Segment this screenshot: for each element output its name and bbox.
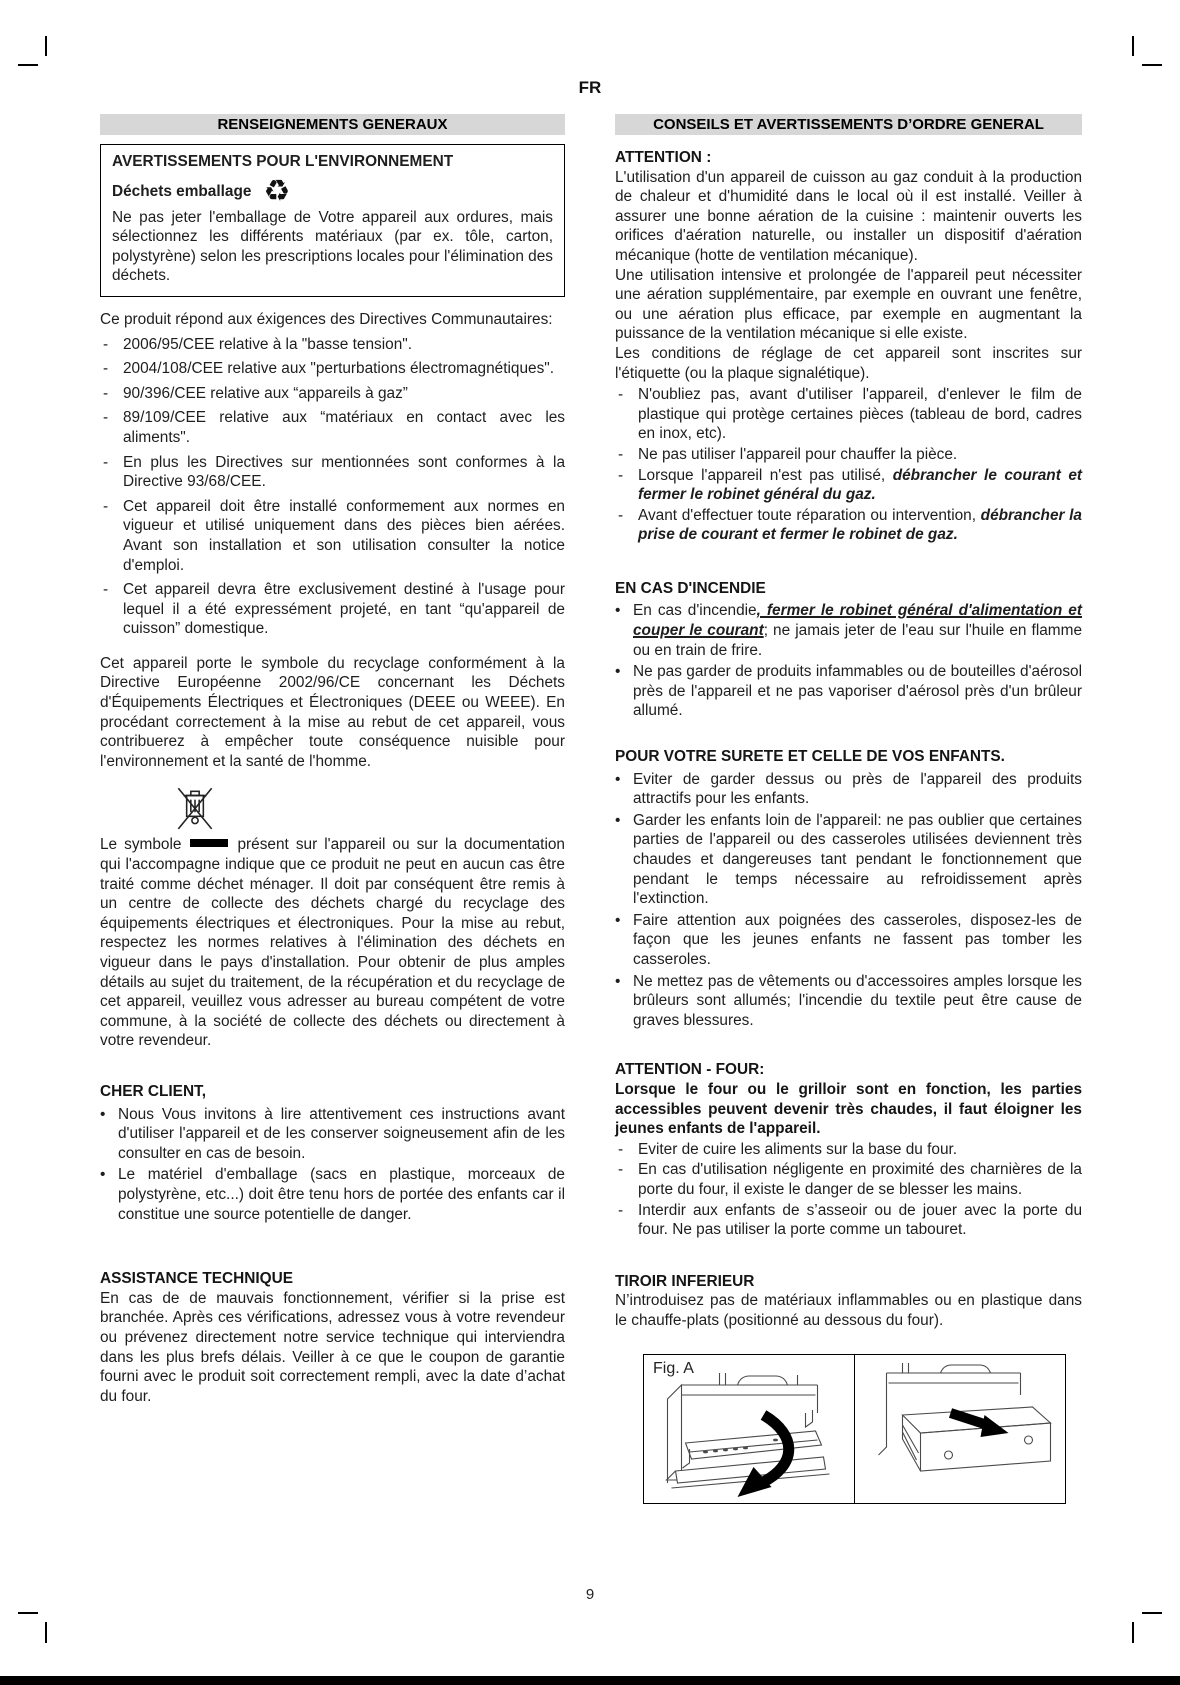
weee-symbol-row bbox=[100, 783, 565, 833]
list-item: • Faire attention aux poignées des casseroles, disposez-les de façon que les jeunes enfants ne fassent pas tomber les casseroles. bbox=[615, 911, 1082, 968]
environment-warning-box bbox=[100, 144, 565, 297]
list-item: - 89/109/CEE relative aux “matériaux en contact avec les aliments". bbox=[103, 409, 565, 446]
fire-section-title: EN CAS D'INCENDIE bbox=[615, 579, 766, 597]
list-item: • Nous Vous invitons à lire attentivement ces instructions avant d'utiliser l'appareil et de les conserver soigneusement afin de les consulter en cas de besoin. bbox=[100, 1105, 565, 1162]
list-item: - Avant d'effectuer toute réparation ou intervention, débrancher la prise de courant et fermer le robinet de gaz. bbox=[618, 506, 1082, 544]
list-item: - N'oubliez pas, avant d'utiliser l'appareil, d'enlever le film de plastique qui protège certaines pièces (tableau de bord, cadres en inox, etc). bbox=[618, 386, 1082, 443]
crop-mark-top-left-v bbox=[45, 36, 47, 56]
oven-warning-lead: Lorsque le four ou le grilloir sont en fonction, les parties accessibles peuvent devenir très chaudes, il faut éloigner les jeunes enfants de l'appareil. bbox=[615, 1080, 1082, 1138]
crop-mark-bottom-right-h bbox=[1142, 1612, 1162, 1614]
list-item: - Cet appareil doit être installé conformement aux normes en vigueur et utilisé uniquement dans des pièces bien aérées. Avant son installation et son utilisation consulter la notice d'emploi. bbox=[103, 497, 565, 574]
weee-paragraph-lead: Le symbole bbox=[100, 836, 182, 854]
list-item: - En cas d'utilisation négligente en proximité des charnières de la porte du four, il existe le danger de se blesser les mains. bbox=[618, 1161, 1082, 1198]
dear-customer-title: CHER CLIENT, bbox=[100, 1082, 207, 1100]
list-item: - Cet appareil devra être exclusivement destiné à l'usage pour lequel il a été expressément projeté, en tant “qu'appareil de cuisson” domestique. bbox=[103, 581, 565, 638]
weee-bar-icon bbox=[190, 839, 228, 847]
env-box-title: AVERTISSEMENTS POUR L'ENVIRONNEMENT bbox=[112, 153, 454, 170]
weee-symbol-paragraph bbox=[100, 835, 565, 1051]
list-item: - 2004/108/CEE relative aux "perturbations électromagnétiques". bbox=[103, 360, 555, 378]
technical-assistance-body: En cas de de mauvais fonctionnement, vérifier si la prise est branchée. Après ces vérifications, adressez vous à votre revendeur ou prévenez directement notre service technique qui interviendra dans les plus brefs délais. Veiller à ce que le coupon de garantie fourni avec le produit soit correctement rempli, avec la date d’achat du four. bbox=[100, 1289, 565, 1405]
oven-warning-list bbox=[615, 1140, 1082, 1240]
figure-a-left-panel bbox=[644, 1355, 854, 1503]
crop-mark-bottom-left-v bbox=[45, 1622, 47, 1643]
lower-drawer-title: TIROIR INFERIEUR bbox=[615, 1272, 755, 1290]
list-item: - Interdir aux enfants de s’asseoir ou de jouer avec la porte du four. Ne pas utiliser la porte comme un tabouret. bbox=[618, 1201, 1082, 1239]
dear-customer-list bbox=[100, 1105, 565, 1225]
list-item: - 2006/95/CEE relative à la "basse tension". bbox=[103, 335, 412, 353]
fold-down-arrow bbox=[762, 1415, 789, 1483]
crop-mark-bottom-left-h bbox=[18, 1612, 38, 1614]
attention-title: ATTENTION : bbox=[615, 149, 712, 166]
children-safety-list bbox=[615, 770, 1082, 1031]
language-code: FR bbox=[578, 78, 602, 97]
crop-mark-top-left-h bbox=[18, 64, 38, 66]
page-bottom-print-edge bbox=[0, 1676, 1180, 1685]
list-item: • Garder les enfants loin de l'appareil: ne pas oublier que certaines parties de l'appareil ou des casseroles utilisées deviennent très chaudes et dangereuses tant pendant le fonctionnement que pendant le temps nécessaire au refroidissement après l'extinction. bbox=[615, 811, 1082, 908]
emphasized-instruction: débrancher la prise de courant et fermer le robinet de gaz. bbox=[638, 506, 1082, 544]
page-number: 9 bbox=[585, 1586, 595, 1603]
left-column bbox=[100, 114, 565, 1406]
list-item: • Le matériel d'emballage (sacs en plastique, morceaux de polystyrène, etc...) doit être tenu hors de portée des enfants car il constitue une source potentielle de danger. bbox=[100, 1166, 565, 1223]
directives-list bbox=[100, 335, 565, 639]
attention-paragraph: L'utilisation d'un appareil de cuisson au gaz conduit à la production de chaleur et d'humidité dans le local où il est installé. Veiller à assurer une bonne aération de la cuisine : maintenir ouverts les orifices d'aération naturelle, ou installer un dispositif d'aération mécanique (hotte de ventilation mécanique). bbox=[615, 168, 1082, 264]
env-box-body: Ne pas jeter l'emballage de Votre appareil aux ordures, mais sélectionnez les différents matériaux (par ex. tôle, carton, polystyrène) selon les prescriptions locales pour l'élimination des déchets. bbox=[112, 208, 553, 285]
technical-assistance-title: ASSISTANCE TECHNIQUE bbox=[100, 1270, 293, 1288]
crop-mark-bottom-right-v bbox=[1132, 1622, 1134, 1643]
weee-crossed-bin-icon bbox=[176, 783, 214, 833]
list-item: • Eviter de garder dessus ou près de l'appareil des produits attractifs pour les enfants. bbox=[615, 770, 1082, 808]
lower-drawer-body: N’introduisez pas de matériaux inflammables ou en plastique dans le chauffe-plats (positionné au dessous du four). bbox=[615, 1292, 1082, 1329]
figure-a-right-panel bbox=[854, 1355, 1065, 1503]
list-item: • Ne mettez pas de vêtements ou d'accessoires amples lorsque les brûleurs sont allumés; l'incendie du textile peut être cause de graves blessures. bbox=[615, 972, 1082, 1029]
oven-warning-title: ATTENTION - FOUR: bbox=[615, 1061, 765, 1079]
emphasized-instruction: débrancher le courant et fermer le robinet général du gaz. bbox=[638, 466, 1083, 504]
recycling-icon: ♻ bbox=[263, 174, 291, 208]
packaging-waste-row bbox=[112, 176, 553, 208]
figure-a bbox=[643, 1354, 1066, 1504]
attention-paragraph: Les conditions de réglage de cet appareil sont inscrites sur l'étiquette (ou la plaque signalétique). bbox=[615, 344, 1082, 382]
crop-mark-top-right-v bbox=[1132, 36, 1134, 56]
drawer-pulled-out-drawing bbox=[855, 1355, 1065, 1503]
list-item: - Lorsque l'appareil n'est pas utilisé, débrancher le courant et fermer le robinet général du gaz. bbox=[618, 466, 1083, 504]
attention-list bbox=[615, 385, 1082, 545]
section-header-renseignements: RENSEIGNEMENTS GENERAUX bbox=[100, 114, 565, 135]
directives-intro: Ce produit répond aux éxigences des Directives Communautaires: bbox=[100, 310, 553, 328]
list-item: - En plus les Directives sur mentionnées sont conformes à la Directive 93/68/CEE. bbox=[103, 453, 565, 491]
right-column bbox=[615, 114, 1082, 1504]
list-item: - 90/396/CEE relative aux “appareils à gaz” bbox=[103, 384, 408, 402]
crop-mark-top-right-h bbox=[1142, 64, 1162, 66]
figure-label: Fig. A bbox=[653, 1360, 694, 1378]
recycling-directive-paragraph: Cet appareil porte le symbole du recyclage conformément à la Directive Européenne 2002/96/CE concernant les Déchets d'Équipements Électriques et Électroniques (DEEE ou WEEE). En procédant correctement à la mise au rebut de cet appareil, vous contribuerez à empêcher toute conséquence nuisible pour l'environnement et la santé de l'homme. bbox=[100, 654, 565, 770]
list-item: - Ne pas utiliser l'appareil pour chauffer la pièce. bbox=[618, 445, 958, 463]
section-header-conseils: CONSEILS ET AVERTISSEMENTS D’ORDRE GENERAL bbox=[615, 114, 1082, 135]
weee-paragraph-body: présent sur l'appareil ou sur la documentation qui l'accompagne indique que ce produit ne peut en aucun cas être traité comme déchet ménager. Il doit par conséquent être remis à un centre de collecte des déchets chargé du recyclage des équipements électriques et électroniques. Pour la mise au rebut, respectez les normes relatives à l'élimination des déchets en vigueur dans le pays d'installation. Pour obtenir de plus amples détails au sujet du traitement, de la récupération et du recyclage de cet appareil, veuillez vous adresser au bureau compétent de votre commune, à la société de collecte des déchets ou directement à votre revendeur. bbox=[100, 836, 565, 1050]
attention-paragraph: Une utilisation intensive et prolongée de l'appareil peut nécessiter une aération supplémentaire, par exemple en ouvrant une fenêtre, ou une aération plus efficace, par exemple en augmentant la puissance de la ventilation mécanique si elle existe. bbox=[615, 266, 1082, 343]
emphasized-underlined-instruction: , fermer le robinet général d'alimentation et couper le courant bbox=[633, 602, 1082, 640]
list-item: • Ne pas garder de produits infammables ou de bouteilles d'aérosol près de l'appareil et ne pas vaporiser d'aérosol près d'un brûleur allumé. bbox=[615, 663, 1082, 720]
list-item: • En cas d'incendie, fermer le robinet général d'alimentation et couper le courant; ne jamais jeter de l'eau sur l'huile en flamme ou en train de frire. bbox=[615, 602, 1082, 659]
list-item: - Eviter de cuire les aliments sur la base du four. bbox=[618, 1140, 958, 1158]
children-safety-title: POUR VOTRE SURETE ET CELLE DE VOS ENFANTS. bbox=[615, 748, 1005, 766]
fire-list bbox=[615, 601, 1082, 721]
packaging-waste-label: Déchets emballage bbox=[112, 182, 252, 200]
